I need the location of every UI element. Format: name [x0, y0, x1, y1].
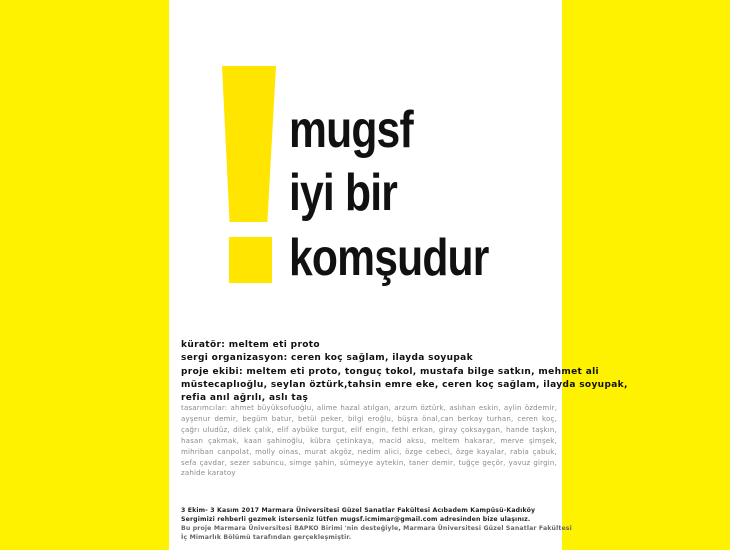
- headline-line-1: mugsf: [289, 101, 413, 159]
- headline-line-2: iyi bir: [289, 164, 398, 222]
- footer-department: İç Mimarlık Bölümü tarafından gerçekleşmiştir.: [181, 534, 352, 541]
- footer-contact: Sergimizi rehberli gezmek isterseniz lütfen mugsf.icmimar@gmail.com adresinden bize ulaşınız.: [181, 516, 531, 523]
- team-line-3: refia anıl ağrılı, aslı taş: [181, 393, 309, 404]
- designers-list: tasarımcılar: ahmet büyüksofuoğlu, alime hazal atılgan, arzum öztürk, aslıhan eskin, aylin özdemir, ayşenur demir, begüm batur, betül peker, bilgi eroğlu, büşra önal,can berkay turhan, ceren koç, çağrı uludüz, dilek çalık, elif aybüke turgut, elif engin, fethi erkan, giray çoksaygan, hande taşkın, hasan çakmak, kaan şahinoğlu, kübra çetinkaya, macid aksu, meltem hakarar, merve şimşek, mihriban canpolat, molly oinas, murat akgöz, nedim alici, özge cebeci, özge kayalar, rabia çabuk, sefa çavdar, sezer sabuncu, simge şahin, sümeyye aytekin, taner demir, tuğçe geçör, yavuz girgin, zahide karatoy: [181, 404, 557, 478]
- organization-line: sergi organizasyon: ceren koç sağlam, ilayda soyupak: [181, 353, 473, 364]
- team-line-1: proje ekibi: meltem eti proto, tonguç tokol, mustafa bilge satkın, mehmet ali: [181, 366, 599, 377]
- curator-line: küratör: meltem eti proto: [181, 340, 320, 350]
- team-line-2: müstecaplıoğlu, seylan öztürk,tahsin emre eke, ceren koç sağlam, ilayda soyupak,: [181, 379, 628, 390]
- headline-line-3: komşudur: [289, 229, 489, 287]
- credits-block: [181, 339, 628, 405]
- footer-support: Bu proje Marmara Üniversitesi BAPKO Birimi 'nin desteğiyle, Marmara Üniversitesi Güzel Sanatlar Fakültesi: [181, 525, 572, 532]
- exclamation-mark-dot: [229, 237, 272, 283]
- footer-dates-location: 3 Ekim- 3 Kasım 2017 Marmara Üniversitesi Güzel Sanatlar Fakültesi Acıbadem Kampüsü-Kadıköy: [181, 507, 536, 514]
- footer-block: [181, 506, 572, 542]
- exclamation-mark-bar: [222, 66, 276, 222]
